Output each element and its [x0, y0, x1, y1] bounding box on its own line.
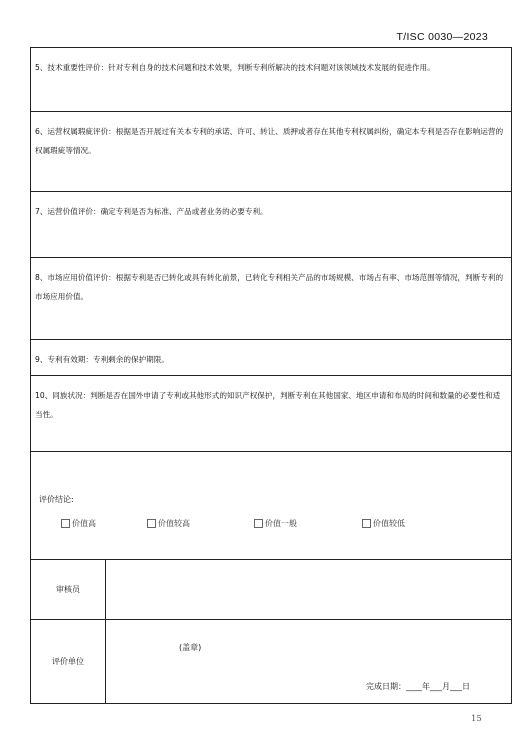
criterion-text: 7、运营价值评价：确定专利是否为标准、产品或者业务的必要专利。 [35, 207, 268, 216]
option-value-fairly-high[interactable] [147, 518, 190, 529]
checkbox-icon[interactable] [61, 519, 70, 528]
seal-placeholder: (盖章) [179, 643, 202, 652]
option-value-high[interactable] [61, 518, 96, 529]
option-label: 价值较低 [373, 519, 405, 528]
criterion-text: 10、同族状况：判断是否在国外申请了专利或其他形式的知识产权保护，判断专利在其他国家、地区申请和布局的时间和数量的必要性和适当性。 [35, 391, 501, 419]
option-value-low[interactable] [362, 518, 405, 529]
criterion-text: 5、技术重要性评价：针对专利自身的技术问题和技术效果，判断专利所解决的技术问题对该领域技术发展的促进作用。 [35, 63, 435, 72]
page-number: 15 [471, 714, 482, 724]
option-value-average[interactable] [254, 518, 297, 529]
option-label: 价值高 [72, 519, 96, 528]
option-label: 价值一般 [265, 519, 297, 528]
evaluator-row [31, 620, 511, 703]
criterion-row [31, 340, 511, 376]
criterion-row [31, 376, 511, 452]
checkbox-icon[interactable] [362, 519, 371, 528]
option-label: 价值较高 [158, 519, 190, 528]
criterion-row [31, 48, 511, 112]
reviewer-label: 审核员 [31, 560, 106, 619]
evaluator-label: 评价单位 [31, 620, 106, 703]
criterion-text: 6、运营权属瑕疵评价：根据是否开展过有关本专利的承诺、许可、转让、质押或者存在其他专利权属纠纷，确定本专利是否存在影响运营的权属瑕疵等情况。 [35, 127, 504, 155]
completion-date: 完成日期：____年___月___日 [366, 682, 470, 691]
evaluation-form [30, 47, 512, 704]
criterion-text: 9、专利有效期：专利剩余的保护期限。 [35, 355, 169, 364]
conclusion-label: 评价结论: [39, 495, 74, 504]
criterion-row [31, 112, 511, 192]
standard-code: T/ISC 0030—2023 [396, 31, 488, 43]
criterion-text: 8、市场应用价值评价：根据专利是否已转化或具有转化前景，已转化专利相关产品的市场规模、市场占有率、市场范围等情况，判断专利的市场应用价值。 [35, 273, 504, 301]
reviewer-row [31, 560, 511, 620]
criterion-row [31, 192, 511, 258]
checkbox-icon[interactable] [147, 519, 156, 528]
criterion-row [31, 258, 511, 340]
checkbox-icon[interactable] [254, 519, 263, 528]
conclusion-row [31, 452, 511, 560]
